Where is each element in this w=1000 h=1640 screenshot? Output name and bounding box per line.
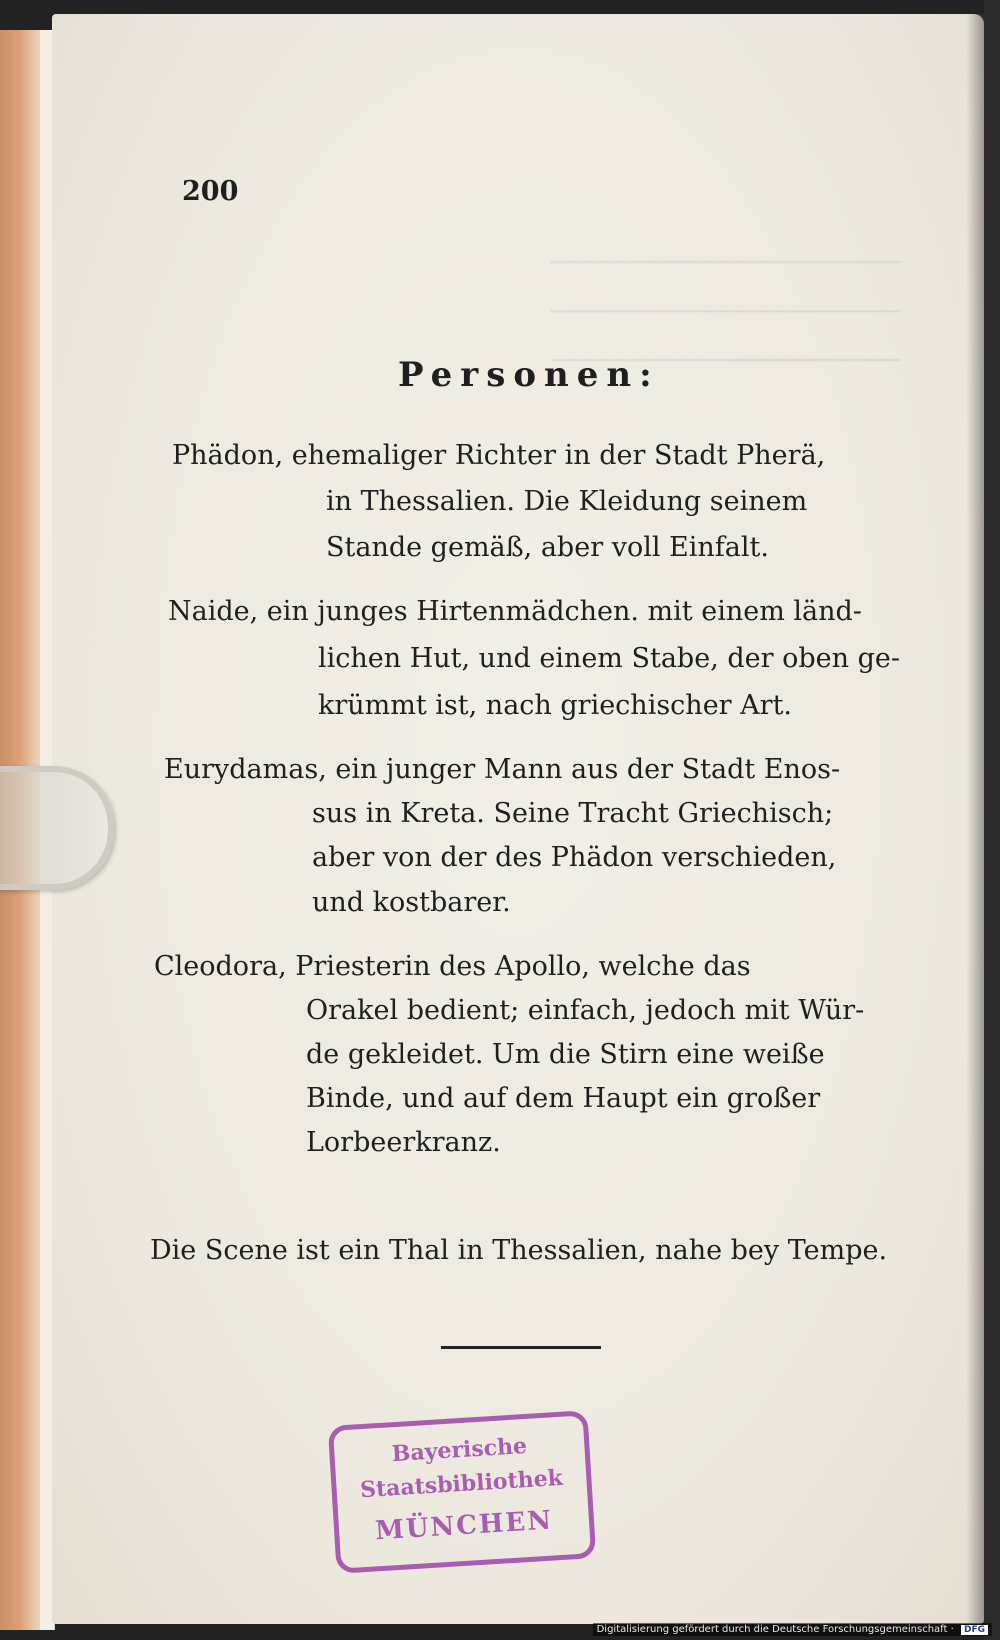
- bookmark-clip: [0, 766, 114, 890]
- page-heading: Personen:: [398, 355, 660, 395]
- entry-cleodora-line-2: Orakel bedient; einfach, jedoch mit Wür-: [306, 995, 865, 1026]
- bleed-through-text: ──────────────────── ──────────────────── ────────────────────: [550, 245, 900, 377]
- entry-eurydamas-line-4: und kostbarer.: [312, 887, 511, 918]
- scene-description: Die Scene ist ein Thal in Thessalien, nahe bey Tempe.: [150, 1235, 888, 1266]
- entry-cleodora-line-3: de gekleidet. Um die Stirn eine weiße: [306, 1039, 825, 1070]
- stamp-line-1: Bayerische: [391, 1432, 528, 1468]
- library-stamp: [328, 1410, 597, 1574]
- entry-cleodora-line-5: Lorbeerkranz.: [306, 1127, 501, 1158]
- dfg-logo-icon: DFG: [961, 1625, 988, 1635]
- gutter-shadow: [966, 14, 984, 1624]
- credit-text: Digitalisierung gefördert durch die Deutsche Forschungsgemeinschaft ·: [596, 1624, 954, 1635]
- entry-naide-line-3: krümmt ist, nach griechischer Art.: [318, 690, 793, 721]
- entry-phaedon-line-2: in Thessalien. Die Kleidung seinem: [326, 486, 808, 517]
- closing-rule: [441, 1346, 601, 1349]
- entry-naide-line-1: Naide, ein junges Hirtenmädchen. mit einem länd-: [168, 596, 862, 627]
- entry-eurydamas-line-1: Eurydamas, ein junger Mann aus der Stadt Enos-: [164, 754, 841, 785]
- stamp-line-3: MÜNCHEN: [374, 1505, 554, 1547]
- entry-eurydamas-line-3: aber von der des Phädon verschieden,: [312, 842, 837, 873]
- entry-naide-line-2: lichen Hut, und einem Stabe, der oben ge-: [318, 643, 900, 674]
- stamp-line-2: Staatsbibliothek: [359, 1464, 564, 1504]
- scan-background-right: [984, 0, 1000, 1640]
- entry-phaedon-line-1: Phädon, ehemaliger Richter in der Stadt Pherä,: [172, 440, 826, 471]
- entry-cleodora-line-1: Cleodora, Priesterin des Apollo, welche das: [154, 951, 751, 982]
- entry-eurydamas-line-2: sus in Kreta. Seine Tracht Griechisch;: [312, 798, 834, 829]
- digitization-credit: [593, 1623, 992, 1636]
- entry-phaedon-line-3: Stande gemäß, aber voll Einfalt.: [326, 532, 769, 563]
- entry-cleodora-line-4: Binde, und auf dem Haupt ein großer: [306, 1083, 821, 1114]
- page-number: 200: [182, 176, 239, 207]
